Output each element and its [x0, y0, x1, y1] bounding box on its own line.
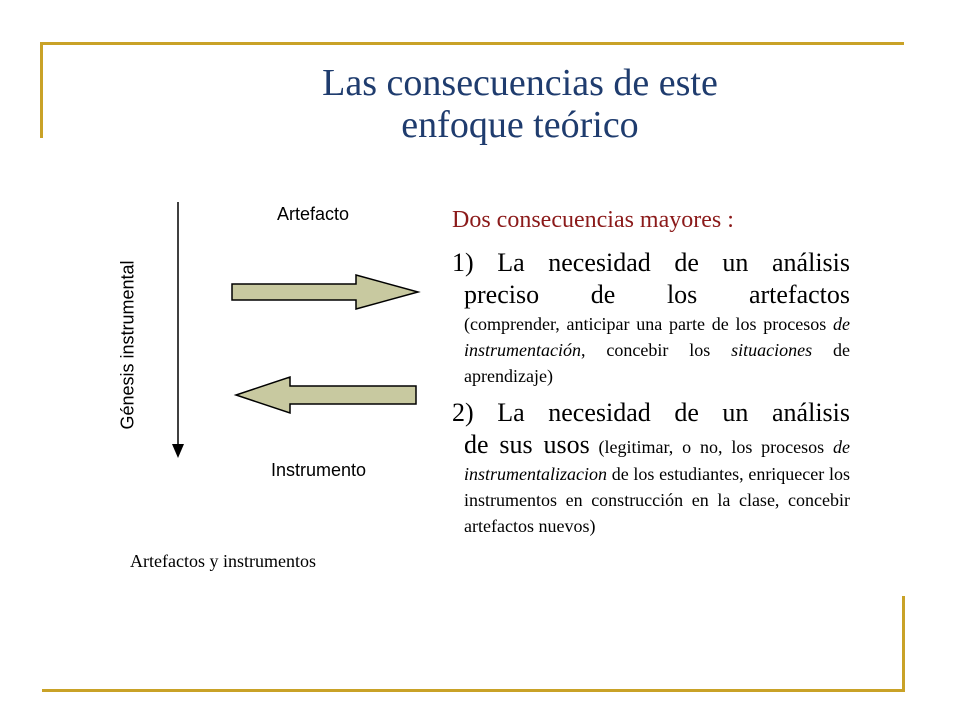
consequences-heading: Dos consecuencias mayores : [452, 207, 734, 233]
item2-detail-a: (legitimar, o no, los procesos [589, 437, 833, 457]
item1-detail-a: (comprender, anticipar una parte de los procesos [464, 314, 833, 334]
item1-detail-c: , concebir los [581, 340, 732, 360]
item2-detail-c: de los estudiantes, enriquecer los instrumentos en construcción en la clase, concebir artefactos nuevos) [464, 464, 850, 536]
item2-detail [452, 429, 850, 539]
item1-line2: preciso de los artefactos [464, 280, 850, 309]
right-arrow [232, 275, 418, 309]
item1-detail-b: de instrumentación [464, 314, 850, 360]
instrumento-label: Instrumento [271, 460, 367, 480]
artefacto-label: Artefacto [277, 204, 350, 224]
diagram-caption: Artefactos y instrumentos [130, 551, 316, 571]
item2-line2: de sus usos [464, 430, 590, 459]
title-line-1: Las consecuencias de este [322, 62, 718, 104]
consequence-item-2 [452, 397, 850, 539]
title-line-2: enfoque teórico [401, 104, 639, 146]
consequences-text [452, 205, 850, 547]
item2-lead: 2) La necesidad de un análisis [452, 398, 850, 427]
item1-detail-e: de aprendizaje) [464, 340, 850, 386]
left-arrow [236, 377, 416, 413]
item2-detail-b: de instrumentalizacion [464, 437, 850, 484]
vertical-axis-arrowhead [172, 444, 184, 458]
item1-detail-d: situaciones [731, 340, 813, 360]
item1-lead: 1) La necesidad de un análisis [452, 248, 850, 277]
item1-detail [464, 311, 850, 389]
consequence-item-1 [452, 247, 850, 389]
axis-label: Génesis instrumental [117, 260, 138, 430]
